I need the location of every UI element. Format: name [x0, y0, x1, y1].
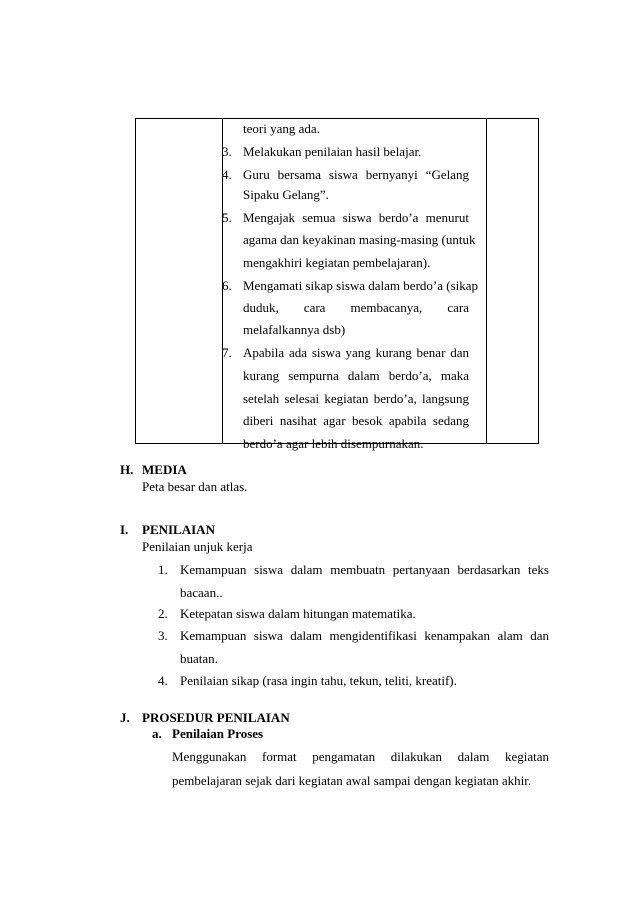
- list-item-number: 4.: [158, 673, 168, 688]
- table-line-text: teori yang ada.: [243, 121, 320, 136]
- table-line: [222, 210, 486, 226]
- table-line-text: diberi nasihat agar besok apabila sedang: [243, 413, 469, 428]
- table-line-text: melafalkannya dsb): [243, 322, 346, 337]
- table-line: [222, 413, 486, 429]
- table-line-text: agama dan keyakinan masing-masing (untuk: [243, 232, 476, 247]
- prosedur-text: Menggunakan format pengamatan dilakukan dalam kegiatan: [172, 749, 549, 764]
- table-line-text: Sipaku Gelang”.: [243, 187, 329, 202]
- prosedur-heading: PROSEDUR PENILAIAN: [142, 710, 290, 725]
- subsection-letter: a.: [152, 726, 162, 741]
- section-letter: J.: [120, 710, 130, 725]
- table-line-text: kurang sempurna dalam berdo’a, maka: [243, 368, 469, 383]
- media-heading: MEDIA: [142, 462, 187, 477]
- table-line: [222, 278, 486, 294]
- table-line-text: Melakukan penilaian hasil belajar.: [243, 144, 422, 159]
- penilaian-subheading: Penilaian unjuk kerja: [142, 539, 253, 554]
- section-letter: H.: [120, 462, 134, 477]
- table-line: [222, 167, 486, 183]
- table-line-text: Guru bersama siswa bernyanyi “Gelang: [243, 167, 469, 182]
- list-item-number: 3.: [222, 144, 232, 159]
- table-line: [222, 300, 486, 316]
- section-letter: I.: [120, 522, 129, 537]
- table-line-text: setelah selesai kegiatan berdo’a, langsung: [243, 391, 469, 406]
- list-item-number: 2.: [158, 606, 168, 621]
- list-item-number: 7.: [222, 345, 232, 360]
- activity-table: [135, 118, 539, 451]
- table-line-text: Mengajak semua siswa berdo’a menurut: [243, 210, 469, 225]
- table-line: [222, 345, 486, 361]
- list-item-text: buatan.: [180, 651, 218, 666]
- list-item-text: Penilaian sikap (rasa ingin tahu, tekun, teliti, kreatif).: [180, 673, 457, 688]
- media-text: Peta besar dan atlas.: [142, 479, 248, 494]
- list-item-number: 3.: [158, 628, 168, 643]
- list-item-number: 4.: [222, 167, 232, 182]
- list-item-text: Kemampuan siswa dalam membuatn pertanyaan berdasarkan teks: [180, 562, 549, 577]
- list-item-text: Ketepatan siswa dalam hitungan matematika.: [180, 606, 416, 621]
- subsection-heading: Penilaian Proses: [172, 726, 264, 741]
- table-line: [222, 255, 486, 271]
- table-line: [222, 322, 486, 338]
- table-line-text: berdo’a agar lebih disempurnakan.: [243, 436, 424, 451]
- table-line: [222, 121, 486, 137]
- table-line: [222, 391, 486, 407]
- list-item-number: 5.: [222, 210, 232, 225]
- table-line-text: mengakhiri kegiatan pembelajaran).: [243, 255, 431, 270]
- table-line-text: duduk, cara membacanya, cara: [243, 300, 469, 315]
- table-divider: [486, 119, 487, 443]
- table-line: [222, 368, 486, 384]
- table-line: [222, 187, 486, 203]
- table-line: [222, 144, 486, 160]
- prosedur-text: pembelajaran sejak dari kegiatan awal sampai dengan kegiatan akhir.: [172, 773, 532, 788]
- list-item-number: 6.: [222, 278, 232, 293]
- list-item-text: Kemampuan siswa dalam mengidentifikasi kenampakan alam dan: [180, 628, 549, 643]
- table-line-text: Apabila ada siswa yang kurang benar dan: [243, 345, 469, 360]
- list-item-number: 1.: [158, 562, 168, 577]
- list-item-text: bacaan..: [180, 585, 223, 600]
- penilaian-heading: PENILAIAN: [142, 522, 215, 537]
- table-line: [222, 232, 486, 248]
- table-line-text: Mengamati sikap siswa dalam berdo’a (sikap: [243, 278, 479, 293]
- table-line: [222, 436, 486, 452]
